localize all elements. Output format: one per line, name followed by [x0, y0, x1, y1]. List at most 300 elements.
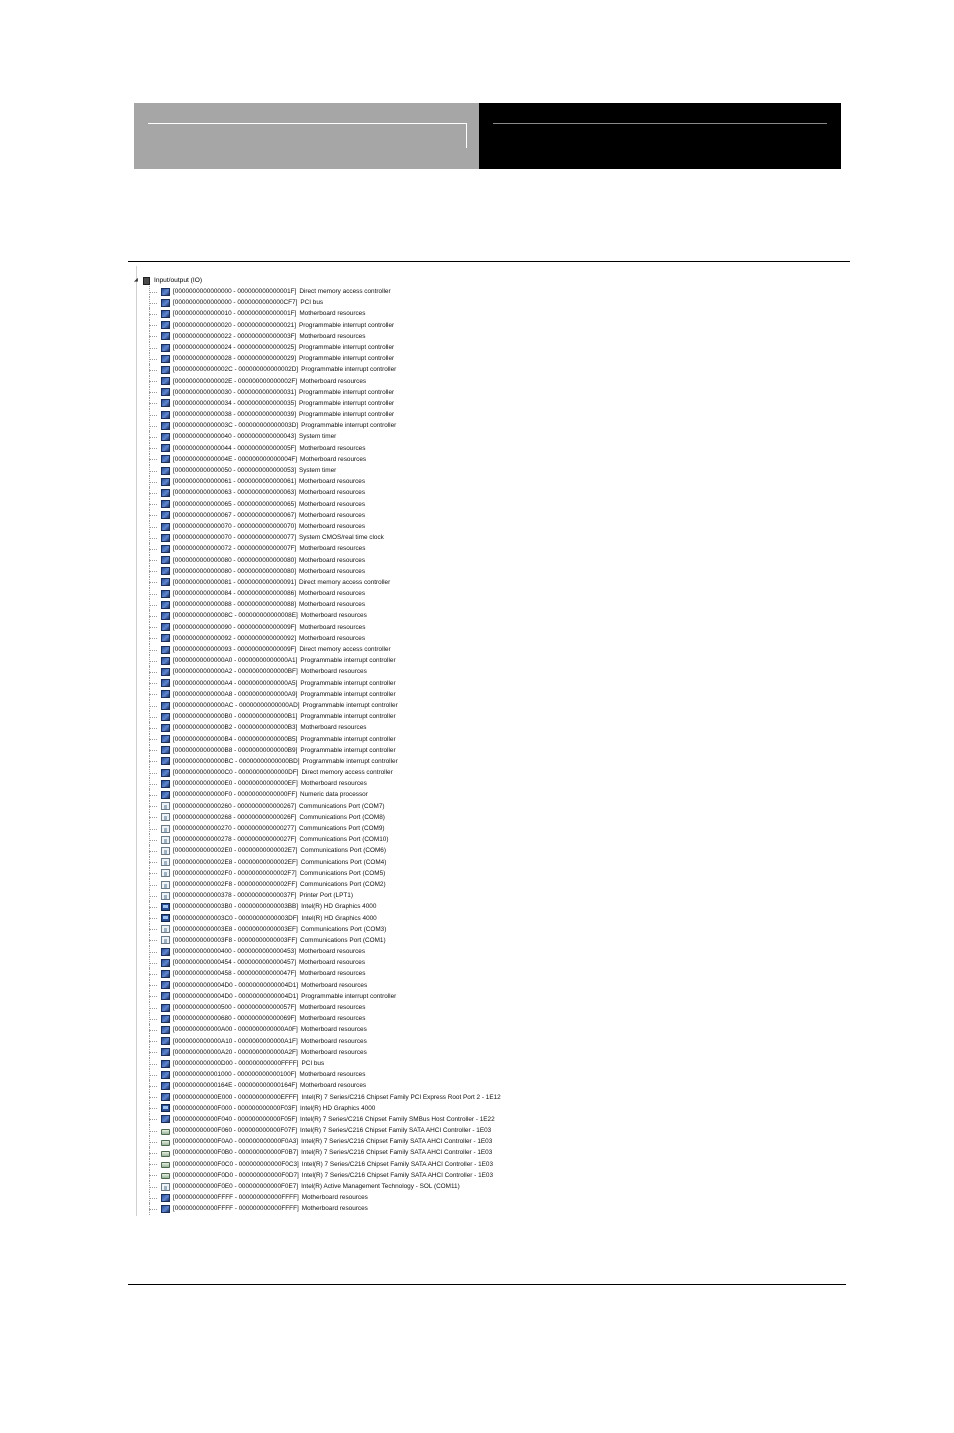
device-name: Programmable interrupt controller [300, 713, 396, 721]
bottom-divider [128, 1284, 846, 1285]
device-name: Motherboard resources [300, 1026, 367, 1034]
tree-row[interactable] [130, 1092, 630, 1103]
io-range: [0000000000000030 - 0000000000000031] [173, 388, 296, 396]
io-range: [0000000000000080 - 0000000000000080] [173, 567, 296, 575]
device-icon [161, 411, 170, 419]
device-name: Motherboard resources [298, 556, 366, 564]
tree-row[interactable] [130, 678, 630, 689]
tree-branch-line [147, 1058, 161, 1069]
tree-row[interactable] [130, 320, 630, 331]
tree-row[interactable] [130, 767, 630, 778]
tree-root-io[interactable] [130, 275, 630, 286]
tree-row[interactable] [130, 499, 630, 510]
tree-branch-line [147, 443, 161, 454]
port-icon [161, 869, 170, 877]
device-name: Motherboard resources [301, 1205, 368, 1213]
io-range: [00000000000000B4 - 00000000000000B5] [173, 735, 298, 743]
tree-branch-line [147, 409, 161, 420]
tree-row[interactable] [130, 476, 630, 487]
port-icon [161, 836, 170, 844]
io-range: [000000000000004E - 000000000000004F] [173, 455, 298, 463]
tree-row[interactable] [130, 376, 630, 387]
device-name: Motherboard resources [299, 970, 366, 978]
device-icon [161, 444, 170, 452]
device-icon [161, 1015, 170, 1023]
device-name: Intel(R) 7 Series/C216 Chipset Family PCI Express Root Port 2 - 1E12 [301, 1093, 501, 1101]
tree-branch-line [147, 286, 161, 297]
io-range: [000000000000002C - 000000000000002D] [173, 366, 299, 374]
storage-controller-icon [161, 1129, 170, 1135]
port-icon [161, 936, 170, 944]
tree-row[interactable] [130, 510, 630, 521]
device-name: Intel(R) 7 Series/C216 Chipset Family SATA AHCI Controller - 1E03 [301, 1160, 493, 1168]
device-name: Motherboard resources [298, 634, 366, 642]
io-range: [00000000000000A2 - 00000000000000BF] [173, 668, 298, 676]
tree-branch-line [147, 521, 161, 532]
tree-branch-line [147, 342, 161, 353]
tree-branch-line [147, 577, 161, 588]
io-range: [00000000000003F8 - 00000000000003FF] [173, 936, 298, 944]
header-left-rule [148, 123, 467, 148]
device-name: Motherboard resources [300, 455, 367, 463]
tree-row[interactable] [130, 1125, 630, 1136]
device-name: Programmable interrupt controller [302, 701, 398, 709]
tree-row[interactable] [130, 734, 630, 745]
tree-row[interactable] [130, 1192, 630, 1203]
device-name: Motherboard resources [298, 500, 366, 508]
device-name: Programmable interrupt controller [298, 321, 395, 329]
tree-branch-line [147, 845, 161, 856]
tree-branch-line [147, 935, 161, 946]
tree-branch-line [147, 823, 161, 834]
tree-row[interactable] [130, 1013, 630, 1024]
tree-row[interactable] [130, 342, 630, 353]
io-range: [00000000000002E0 - 00000000000002E7] [173, 847, 298, 855]
device-icon [161, 534, 170, 542]
tree-row[interactable] [130, 801, 630, 812]
io-range: [00000000000000E0 - 00000000000000EF] [173, 780, 298, 788]
tree-branch-line [147, 1159, 161, 1170]
tree-row[interactable] [130, 890, 630, 901]
io-range: [00000000000000C0 - 00000000000000DF] [173, 769, 299, 777]
device-icon [161, 746, 170, 754]
device-name: Motherboard resources [300, 1037, 367, 1045]
device-name: Direct memory access controller [299, 646, 391, 653]
device-name: Motherboard resources [298, 489, 366, 497]
tree-branch-line [147, 924, 161, 935]
device-icon [161, 511, 170, 519]
device-icon [161, 601, 170, 609]
device-name: Intel(R) 7 Series/C216 Chipset Family SATA AHCI Controller - 1E03 [301, 1171, 493, 1179]
device-icon [161, 757, 170, 765]
tree-branch-line [147, 387, 161, 398]
tree-row[interactable] [130, 599, 630, 610]
tree-row[interactable] [130, 845, 630, 856]
tree-branch-line [147, 1036, 161, 1047]
tree-row[interactable] [130, 901, 630, 912]
tree-branch-line [147, 633, 161, 644]
tree-branch-line [147, 901, 161, 912]
device-name: Communications Port (COM6) [300, 847, 386, 855]
tree-row[interactable] [130, 924, 630, 935]
tree-row[interactable] [130, 588, 630, 599]
device-icon [161, 478, 170, 486]
device-name: System timer [298, 467, 337, 474]
device-name: Programmable interrupt controller [300, 735, 396, 743]
tree-row[interactable] [130, 465, 630, 476]
device-icon [161, 500, 170, 508]
io-range: [0000000000000065 - 0000000000000065] [173, 500, 296, 508]
port-icon [161, 892, 170, 900]
device-icon [161, 780, 170, 788]
tree-row[interactable] [130, 532, 630, 543]
tree-branch-line [147, 890, 161, 901]
device-name: Motherboard resources [300, 668, 367, 676]
tree-row[interactable] [130, 1002, 630, 1013]
device-name: Intel(R) Active Management Technology - SOL (COM11) [301, 1183, 460, 1190]
tree-row[interactable] [130, 1047, 630, 1058]
io-range: [0000000000000063 - 0000000000000063] [173, 489, 296, 497]
device-name: Motherboard resources [299, 1071, 366, 1079]
device-tree [130, 275, 630, 1215]
tree-row[interactable] [130, 1069, 630, 1080]
io-range: [0000000000000680 - 000000000000069F] [173, 1015, 297, 1023]
io-range: [00000000000000A0 - 00000000000000A1] [173, 657, 298, 665]
io-range: [0000000000000268 - 000000000000026F] [173, 813, 297, 821]
device-icon [161, 377, 170, 385]
tree-branch-line [147, 320, 161, 331]
tree-row[interactable] [130, 364, 630, 375]
tree-row[interactable] [130, 566, 630, 577]
port-icon [161, 858, 170, 866]
device-icon [161, 556, 170, 564]
tree-row[interactable] [130, 711, 630, 722]
tree-branch-line [147, 308, 161, 319]
device-icon [161, 791, 170, 799]
tree-row[interactable] [130, 297, 630, 308]
tree-row[interactable] [130, 1103, 630, 1114]
device-name: Motherboard resources [300, 1048, 367, 1056]
device-name: Programmable interrupt controller [300, 657, 396, 665]
tree-branch-line [147, 532, 161, 543]
tree-row[interactable] [130, 1058, 630, 1069]
tree-row[interactable] [130, 555, 630, 566]
port-icon [161, 825, 170, 833]
io-range: [0000000000000010 - 000000000000001F] [173, 310, 297, 318]
tree-branch-line [147, 1080, 161, 1091]
io-range: [0000000000000084 - 0000000000000086] [173, 590, 296, 598]
tree-branch-line [147, 398, 161, 409]
device-icon [161, 646, 170, 654]
tree-row[interactable] [130, 789, 630, 800]
port-icon [161, 802, 170, 810]
tree-row[interactable] [130, 1080, 630, 1091]
device-icon [161, 366, 170, 374]
tree-branch-line [147, 789, 161, 800]
io-range: [0000000000000092 - 0000000000000092] [173, 634, 296, 642]
tree-row[interactable] [130, 1181, 630, 1192]
tree-branch-line [147, 980, 161, 991]
device-name: Communications Port (COM4) [300, 858, 387, 866]
io-range: [000000000000F040 - 000000000000F05F] [173, 1115, 298, 1123]
device-name: System CMOS/real time clock [298, 534, 384, 542]
port-icon [161, 813, 170, 821]
tree-row[interactable] [130, 577, 630, 588]
tree-row[interactable] [130, 353, 630, 364]
io-range: [000000000000E000 - 000000000000EFFF] [173, 1093, 299, 1101]
device-icon [161, 523, 170, 531]
io-range: [0000000000000093 - 000000000000009F] [173, 646, 297, 653]
tree-row[interactable] [130, 1170, 630, 1181]
tree-row[interactable] [130, 1159, 630, 1170]
io-range: [0000000000000260 - 0000000000000267] [173, 802, 296, 810]
tree-branch-line [147, 644, 161, 655]
io-range: [0000000000001000 - 000000000000100F] [173, 1071, 297, 1079]
device-icon [161, 634, 170, 642]
tree-row[interactable] [130, 700, 630, 711]
tree-branch-line [147, 711, 161, 722]
tree-row[interactable] [130, 666, 630, 677]
tree-branch-line [147, 465, 161, 476]
device-name: Motherboard resources [300, 780, 367, 788]
tree-row[interactable] [130, 745, 630, 756]
tree-row[interactable] [130, 991, 630, 1002]
tree-row[interactable] [130, 812, 630, 823]
tree-row[interactable] [130, 957, 630, 968]
device-name: Motherboard resources [299, 1015, 366, 1023]
device-name: Intel(R) HD Graphics 4000 [301, 914, 377, 922]
device-name: Motherboard resources [301, 981, 368, 989]
tree-row[interactable] [130, 409, 630, 420]
tree-branch-line [147, 1147, 161, 1158]
port-icon [161, 925, 170, 933]
tree-branch-line [147, 599, 161, 610]
port-icon [161, 881, 170, 889]
tree-branch-line [147, 1047, 161, 1058]
device-icon [161, 1004, 170, 1012]
device-name: Intel(R) 7 Series/C216 Chipset Family SATA AHCI Controller - 1E03 [300, 1127, 492, 1135]
device-icon [161, 590, 170, 598]
tree-branch-line [147, 566, 161, 577]
tree-row[interactable] [130, 420, 630, 431]
device-icon [161, 992, 170, 1000]
device-icon [161, 959, 170, 967]
tree-row[interactable] [130, 543, 630, 554]
tree-branch-line [147, 968, 161, 979]
device-name: Programmable interrupt controller [298, 355, 395, 363]
device-name: System timer [298, 433, 337, 441]
tree-branch-line [147, 510, 161, 521]
device-icon [161, 702, 170, 710]
tree-row[interactable] [130, 655, 630, 666]
tree-row[interactable] [130, 622, 630, 633]
io-range: [0000000000000454 - 0000000000000457] [173, 959, 296, 967]
device-name: Numeric data processor [300, 791, 368, 799]
device-icon [161, 1194, 170, 1202]
tree-row[interactable] [130, 443, 630, 454]
tree-branch-line [147, 868, 161, 879]
tree-row[interactable] [130, 913, 630, 924]
tree-row[interactable] [130, 431, 630, 442]
tree-branch-line [147, 879, 161, 890]
tree-row[interactable] [130, 521, 630, 532]
io-range: [000000000000FFFF - 000000000000FFFF] [173, 1194, 299, 1202]
device-name: Motherboard resources [301, 1194, 368, 1202]
device-icon [161, 332, 170, 340]
tree-branch-line [147, 610, 161, 621]
device-icon [161, 724, 170, 732]
device-icon [161, 578, 170, 586]
tree-branch-line [147, 1103, 161, 1114]
io-range: [00000000000000A4 - 00000000000000A5] [173, 679, 298, 687]
tree-branch-line [147, 689, 161, 700]
io-range: [0000000000000067 - 0000000000000067] [173, 511, 296, 519]
device-name: Programmable interrupt controller [298, 388, 395, 396]
io-range: [0000000000000034 - 0000000000000035] [173, 399, 296, 407]
tree-row[interactable] [130, 689, 630, 700]
tree-row[interactable] [130, 286, 630, 297]
io-range: [000000000000003C - 000000000000003D] [173, 422, 299, 430]
tree-row[interactable] [130, 756, 630, 767]
io-range: [000000000000F000 - 000000000000F03F] [173, 1104, 298, 1112]
io-range: [0000000000000044 - 000000000000005F] [173, 444, 297, 452]
tree-row[interactable] [130, 980, 630, 991]
tree-row[interactable] [130, 1036, 630, 1047]
io-range: [0000000000000038 - 0000000000000039] [173, 411, 296, 419]
display-adapter-icon [161, 1104, 170, 1112]
io-range: [0000000000000072 - 000000000000007F] [173, 545, 297, 553]
device-icon [161, 344, 170, 352]
tree-row[interactable] [130, 610, 630, 621]
tree-branch-line [147, 420, 161, 431]
tree-row[interactable] [130, 722, 630, 733]
tree-branch-line [147, 700, 161, 711]
device-name: Motherboard resources [300, 724, 367, 732]
storage-controller-icon [161, 1162, 170, 1168]
tree-row[interactable] [130, 308, 630, 319]
tree-row[interactable] [130, 857, 630, 868]
device-name: Communications Port (COM3) [300, 925, 387, 933]
io-range: [00000000000002F8 - 00000000000002FF] [173, 880, 298, 888]
tree-row[interactable] [130, 387, 630, 398]
tree-branch-line [147, 622, 161, 633]
tree-branch-line [147, 353, 161, 364]
tree-row[interactable] [130, 633, 630, 644]
tree-row[interactable] [130, 1147, 630, 1158]
tree-row[interactable] [130, 1136, 630, 1147]
io-range: [00000000000000BC - 00000000000000BD] [173, 757, 300, 765]
device-name: Communications Port (COM8) [299, 813, 385, 821]
device-name: Programmable interrupt controller [301, 992, 397, 1000]
tree-row[interactable] [130, 834, 630, 845]
tree-rows [130, 286, 630, 1215]
device-name: Intel(R) 7 Series/C216 Chipset Family SATA AHCI Controller - 1E03 [301, 1149, 493, 1157]
device-icon [161, 467, 170, 475]
device-icon [161, 981, 170, 989]
device-name: Printer Port (LPT1) [299, 892, 353, 900]
io-range: [0000000000000070 - 0000000000000077] [173, 534, 296, 542]
device-name: Direct memory access controller [301, 769, 393, 777]
tree-row[interactable] [130, 968, 630, 979]
io-range: [000000000000F0D0 - 000000000000F0D7] [173, 1171, 299, 1179]
tree-row[interactable] [130, 1114, 630, 1125]
device-name: Motherboard resources [298, 522, 366, 530]
computer-icon [143, 277, 150, 285]
device-name: Motherboard resources [298, 959, 366, 967]
tree-branch-line [147, 364, 161, 375]
tree-branch-line [147, 1002, 161, 1013]
tree-row[interactable] [130, 331, 630, 342]
device-icon [161, 1048, 170, 1056]
device-name: Communications Port (COM9) [298, 825, 385, 832]
device-icon [161, 668, 170, 676]
io-range: [0000000000000000 - 000000000000001F] [173, 288, 297, 295]
tree-branch-line [147, 756, 161, 767]
io-range: [0000000000000028 - 0000000000000029] [173, 355, 296, 363]
tree-row[interactable] [130, 879, 630, 890]
device-icon [161, 422, 170, 430]
device-icon [161, 1060, 170, 1068]
tree-row[interactable] [130, 487, 630, 498]
tree-row[interactable] [130, 644, 630, 655]
tree-row[interactable] [130, 946, 630, 957]
io-range: [000000000000008C - 000000000000008E] [173, 612, 298, 620]
device-icon [161, 310, 170, 318]
collapse-arrow-icon[interactable]: ◢ [134, 277, 138, 283]
tree-row[interactable] [130, 868, 630, 879]
io-range: [00000000000000B8 - 00000000000000B9] [173, 746, 298, 754]
device-name: Programmable interrupt controller [300, 690, 396, 698]
io-range: [0000000000000A00 - 0000000000000A0F] [173, 1026, 298, 1034]
tree-row[interactable] [130, 398, 630, 409]
tree-row[interactable] [130, 823, 630, 834]
io-range: [0000000000000278 - 000000000000027F] [173, 836, 297, 844]
tree-branch-line [147, 331, 161, 342]
tree-row[interactable] [130, 778, 630, 789]
header-right-rule [493, 123, 827, 124]
device-name: Programmable interrupt controller [298, 343, 395, 351]
storage-controller-icon [161, 1173, 170, 1179]
device-name: Communications Port (COM5) [299, 869, 386, 877]
tree-row[interactable] [130, 454, 630, 465]
device-name: PCI bus [300, 299, 324, 307]
tree-branch-line [147, 913, 161, 924]
tree-row[interactable] [130, 1203, 630, 1214]
tree-branch-line [147, 745, 161, 756]
tree-branch-line [147, 588, 161, 599]
io-range: [000000000000F0E0 - 000000000000F0E7] [173, 1183, 299, 1190]
device-name: PCI bus [301, 1059, 325, 1067]
device-icon [161, 1205, 170, 1213]
device-icon [161, 355, 170, 363]
tree-root-label: Input/output (IO) [154, 277, 203, 284]
tree-row[interactable] [130, 1024, 630, 1035]
io-range: [00000000000000B0 - 00000000000000B1] [173, 713, 298, 721]
device-name: Direct memory access controller [299, 288, 391, 295]
io-range: [000000000000FFFF - 000000000000FFFF] [173, 1205, 299, 1213]
io-range: [000000000000F060 - 000000000000F07F] [173, 1127, 298, 1135]
device-name: Programmable interrupt controller [298, 399, 395, 407]
io-range: [00000000000000AC - 00000000000000AD] [173, 701, 300, 709]
tree-row[interactable] [130, 935, 630, 946]
tree-branch-line [147, 678, 161, 689]
io-range: [00000000000000A8 - 00000000000000A9] [173, 690, 298, 698]
tree-branch-line [147, 431, 161, 442]
io-range: [0000000000000081 - 0000000000000091] [173, 578, 296, 586]
device-name: Programmable interrupt controller [298, 411, 395, 419]
device-icon [161, 321, 170, 329]
io-range: [0000000000000378 - 000000000000037F] [173, 892, 297, 900]
